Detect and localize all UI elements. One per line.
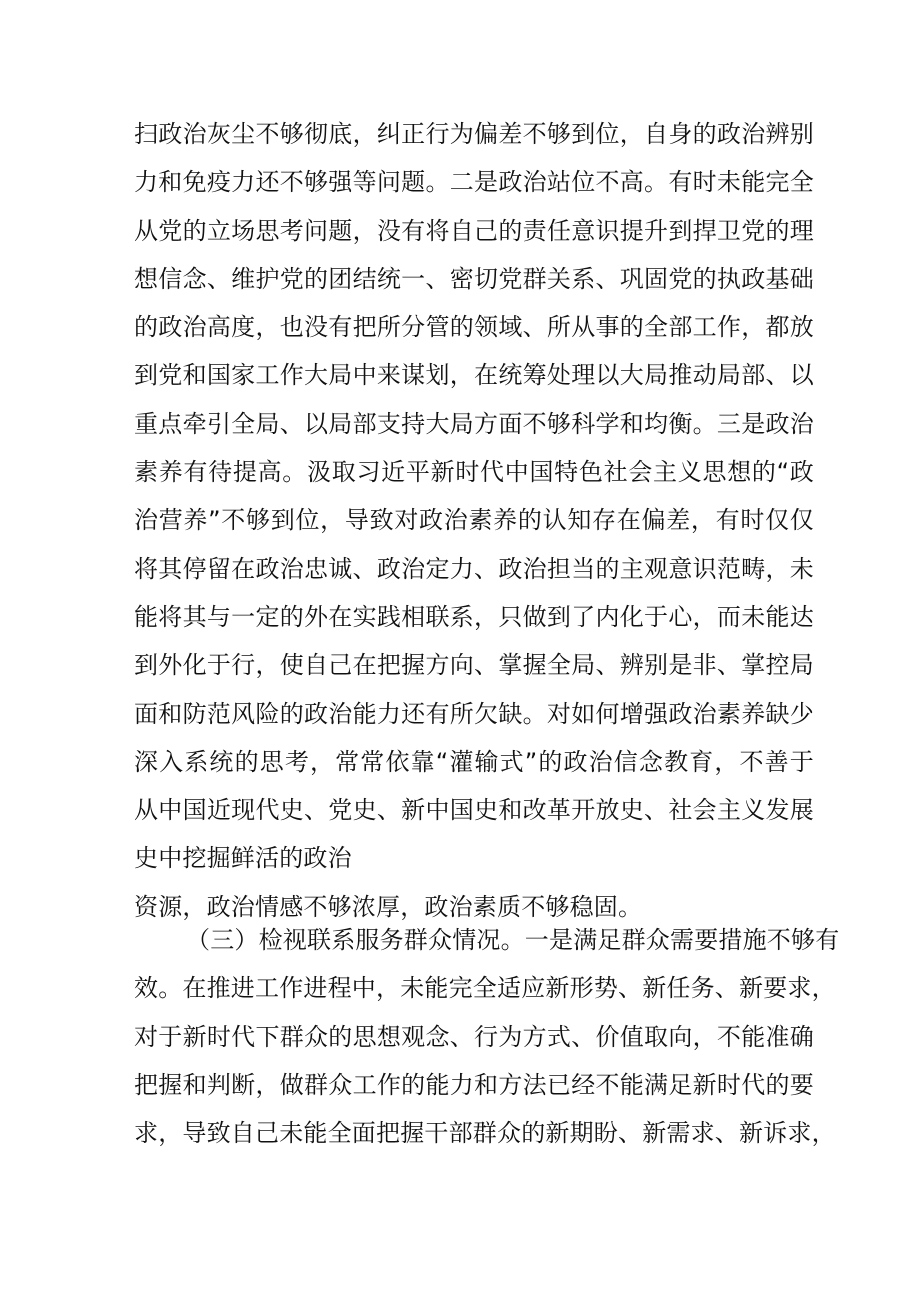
text-line: 对于新时代下群众的思想观念、行为方式、价值取向，不能准确	[134, 1022, 814, 1051]
paragraph-serving-masses	[134, 916, 840, 1157]
text-line: 力和免疫力还不够强等问题。二是政治站位不高。有时未能完全	[134, 168, 814, 197]
text-line: 从中国近现代史、党史、新中国史和改革开放史、社会主义发展	[134, 796, 814, 825]
text-line: 想信念、维护党的团结统一、密切党群关系、巩固党的执政基础	[134, 264, 814, 293]
text-line: 扫政治灰尘不够彻底，纠正行为偏差不够到位，自身的政治辨别	[134, 120, 814, 148]
text-line: 到党和国家工作大局中来谋划，在统筹处理以大局推动局部、以	[134, 361, 814, 390]
text-line: 求，导致自己未能全面把握干部群众的新期盼、新需求、新诉求，	[134, 1119, 836, 1148]
text-line: 面和防范风险的政治能力还有所欠缺。对如何增强政治素养缺少	[134, 699, 814, 728]
text-line: 史中挖掘鲜活的政治	[134, 844, 352, 873]
paragraph-political-literacy	[134, 110, 814, 931]
text-line: 能将其与一定的外在实践相联系，只做到了内化于心，而未能达	[134, 602, 814, 631]
text-line: 效。在推进工作进程中，未能完全适应新形势、新任务、新要求，	[134, 974, 836, 1003]
text-line: 治营养”不够到位，导致对政治素养的认知存在偏差，有时仅仅	[134, 506, 814, 535]
text-line: 深入系统的思考，常常依靠“灌输式”的政治信念教育，不善于	[134, 747, 814, 776]
text-line: （三）检视联系服务群众情况。一是满足群众需要措施不够有	[186, 926, 840, 954]
text-line: 从党的立场思考问题，没有将自己的责任意识提升到捍卫党的理	[134, 216, 814, 245]
text-line: 资源，政治情感不够浓厚，政治素质不够稳固。	[134, 892, 643, 921]
text-line: 把握和判断，做群众工作的能力和方法已经不能满足新时代的要	[134, 1070, 814, 1099]
text-line: 到外化于行，使自己在把握方向、掌握全局、辨别是非、掌控局	[134, 651, 814, 680]
text-line: 重点牵引全局、以局部支持大局方面不够科学和均衡。三是政治	[134, 409, 814, 438]
text-line: 的政治高度，也没有把所分管的领域、所从事的全部工作，都放	[134, 313, 814, 342]
text-line: 素养有待提高。汲取习近平新时代中国特色社会主义思想的“政	[134, 458, 814, 487]
text-line: 将其停留在政治忠诚、政治定力、政治担当的主观意识范畴，未	[134, 554, 814, 583]
